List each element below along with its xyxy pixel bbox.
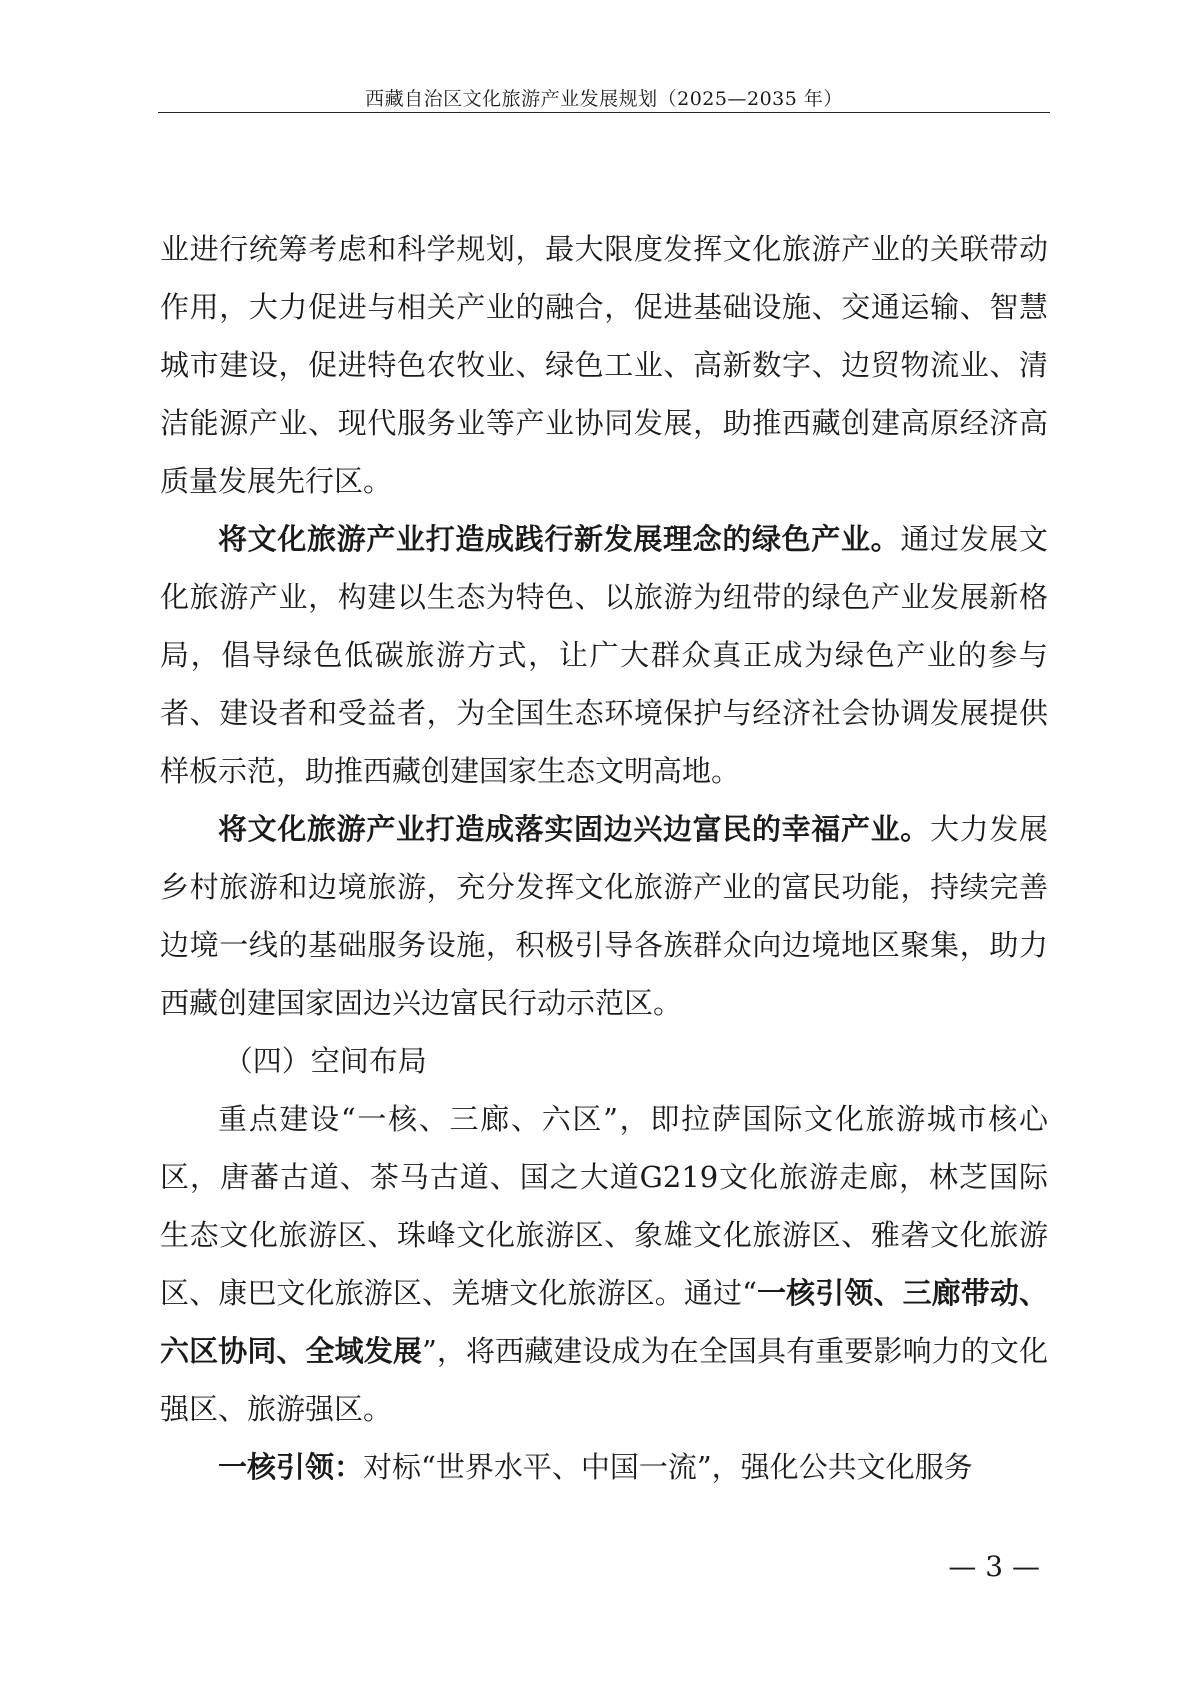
paragraph-core-lead: [160, 1438, 1048, 1496]
paragraph-continuation: 业进行统筹考虑和科学规划，最大限度发挥文化旅游产业的关联带动作用，大力促进与相关产业的融合，促进基础设施、交通运输、智慧城市建设，促进特色农牧业、绿色工业、高新数字、边贸物流业、清洁能源产业、现代服务业等产业协同发展，助推西藏创建高原经济高质量发展先行区。: [160, 232, 1048, 498]
paragraph-green-industry: [160, 510, 1048, 800]
paragraph-lead-bold: 将文化旅游产业打造成落实固边兴边富民的幸福产业。: [218, 812, 930, 846]
section-heading: （四）空间布局: [223, 1044, 427, 1078]
paragraph-lead-bold: 一核引领：: [218, 1450, 364, 1484]
paragraph-text: 大力发展乡村旅游和边境旅游，充分发挥文化旅游产业的富民功能，持续完善边境一线的基础服务设施，积极引导各族群众向边境地区聚集，助力西藏创建国家固边兴边富民行动示范区。: [160, 812, 1048, 1020]
document-body: [160, 220, 1048, 1496]
header-divider: [158, 112, 1050, 113]
paragraph-spatial-layout: [160, 1090, 1048, 1438]
paragraph-text: 重点建设“一核、三廊、六区”，即拉萨国际文化旅游城市核心区，唐蕃古道、茶马古道、国之大道G219文化旅游走廊，林芝国际生态文化旅游区、珠峰文化旅游区、象雄文化旅游区、雅砻文化旅游区、康巴文化旅游区、羌塘文化旅游区。通过“: [160, 1102, 1048, 1310]
paragraph-text: 对标“世界水平、中国一流”，强化公共文化服务: [363, 1450, 973, 1484]
document-header-title: 西藏自治区文化旅游产业发展规划（2025—2035 年）: [365, 88, 843, 110]
paragraph-inline-bold: 一核引领、三廊带动、六区协同、全域发展: [160, 1276, 1048, 1368]
paragraph-happiness-industry: [160, 800, 1048, 1032]
paragraph-text: 通过发展文化旅游产业，构建以生态为特色、以旅游为纽带的绿色产业发展新格局，倡导绿色低碳旅游方式，让广大群众真正成为绿色产业的参与者、建设者和受益者，为全国生态环境保护与经济社会协调发展提供样板示范，助推西藏创建国家生态文明高地。: [160, 522, 1048, 788]
paragraph-text: ”，将西藏建设成为在全国具有重要影响力的文化强区、旅游强区。: [160, 1334, 1048, 1426]
page-number: — 3 —: [948, 1550, 1040, 1583]
paragraph-lead-bold: 将文化旅游产业打造成践行新发展理念的绿色产业。: [218, 522, 901, 556]
